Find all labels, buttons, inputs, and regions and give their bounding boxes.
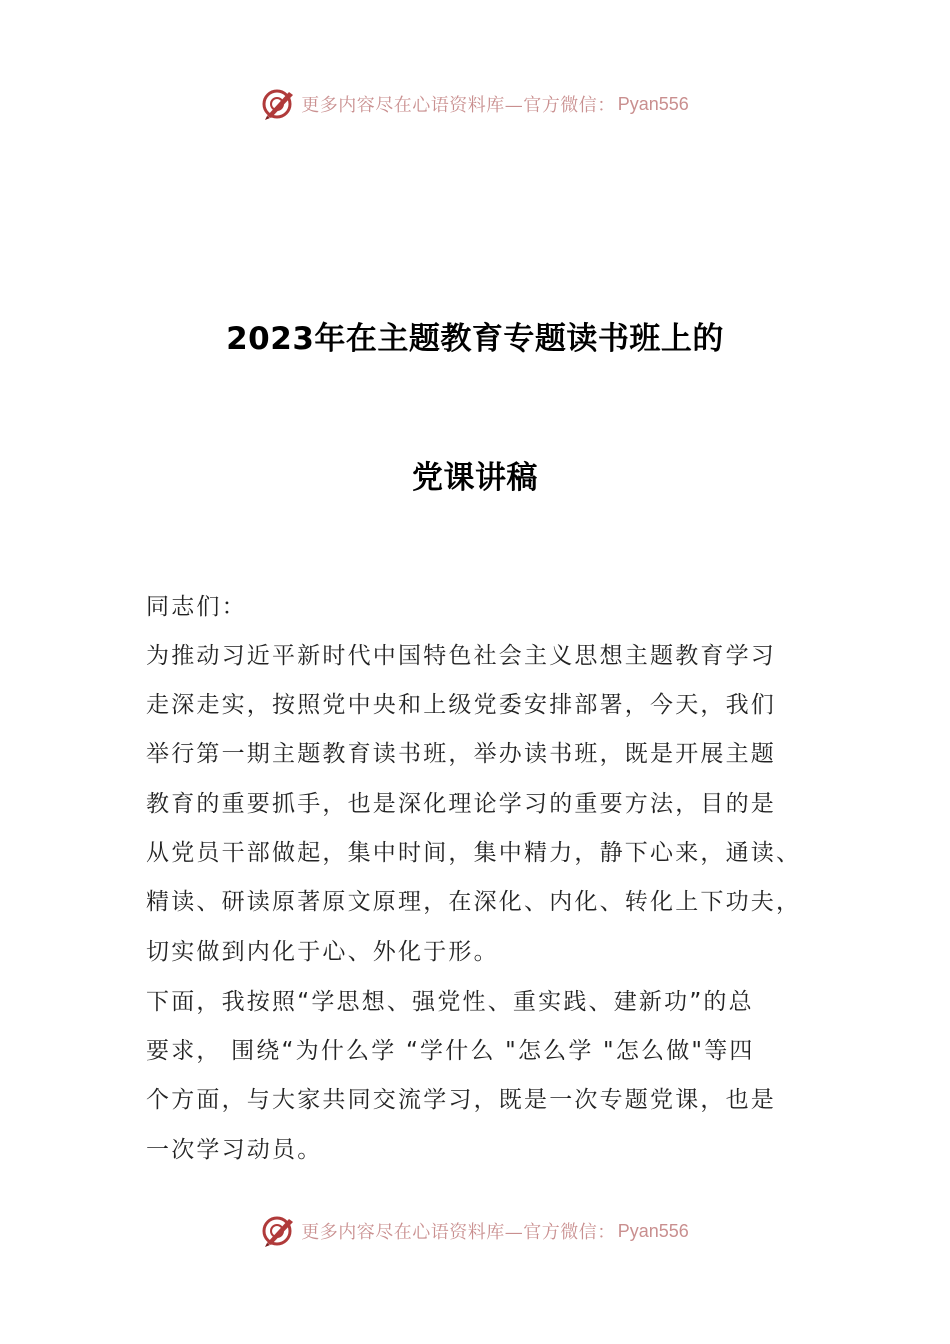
pen-logo-icon: [261, 1213, 297, 1249]
body-line: 个方面，与大家共同交流学习，既是一次专题党课，也是: [146, 1087, 776, 1113]
document-title-line-1: 2023年在主题教育专题读书班上的: [226, 321, 724, 357]
body-line: 为推动习近平新时代中国特色社会主义思想主题教育学习: [146, 643, 776, 669]
body-line: 从党员干部做起，集中时间，集中精力，静下心来，通读、: [146, 840, 802, 866]
body-line: 举行第一期主题教育读书班，举办读书班，既是开展主题: [146, 741, 776, 767]
body-line: 精读、研读原著原文原理，在深化、内化、转化上下功夫，: [146, 889, 802, 915]
body-line: 同志们：: [146, 594, 247, 620]
watermark-wechat-id: Pyan556: [617, 93, 689, 114]
body-line: 要求， 围绕“为什么学 “学什么 "怎么学 "怎么做"等四: [146, 1038, 755, 1064]
body-line: 一次学习动员。: [146, 1137, 323, 1163]
watermark-text: 更多内容尽在心语资料库—官方微信：: [301, 95, 616, 116]
body-line: 走深走实，按照党中央和上级党委安排部署，今天，我们: [146, 692, 776, 718]
watermark-text: 更多内容尽在心语资料库—官方微信：: [301, 1222, 616, 1243]
body-line: 下面，我按照“学思想、强党性、重实践、建新功”的总: [146, 989, 754, 1015]
body-line: 切实做到内化于心、外化于形。: [146, 939, 499, 965]
header-watermark: [0, 84, 950, 124]
footer-watermark: [0, 1211, 950, 1251]
document-title-line-2: 党课讲稿: [412, 460, 538, 496]
pen-logo-icon: [261, 86, 297, 122]
watermark-wechat-id: Pyan556: [617, 1220, 689, 1241]
body-line: 教育的重要抓手，也是深化理论学习的重要方法，目的是: [146, 791, 776, 817]
